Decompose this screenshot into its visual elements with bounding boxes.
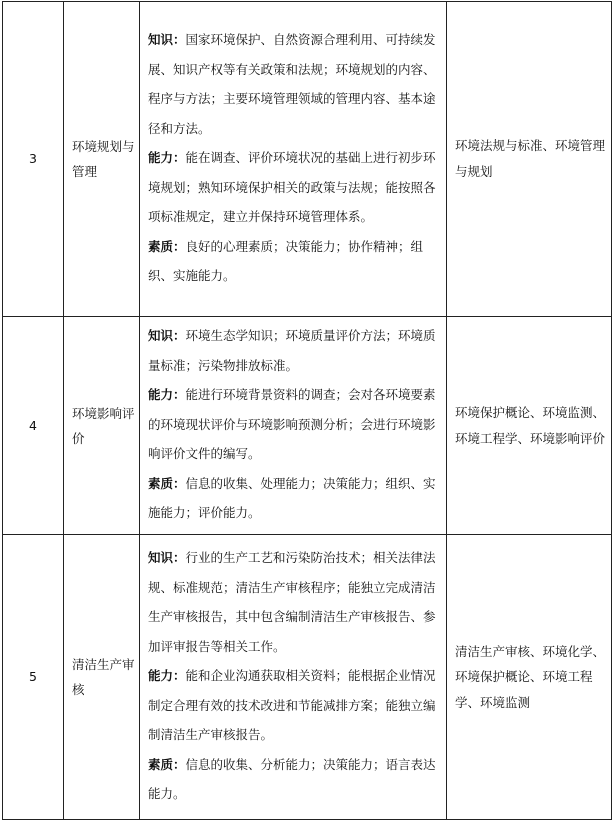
ability-label: 能力： [148,668,186,684]
course-name: 环境影响评价 [64,317,140,535]
knowledge-text: 国家环境保护、自然资源合理利用、可持续发展、知识产权等有关政策和法规；环境规划的内容、程序与方法；主要环境管理领域的管理内容、基本途径和方法。 [148,32,436,136]
knowledge-label: 知识： [148,32,186,48]
requirements-cell [140,535,447,820]
requirements-cell [140,2,447,317]
ability-entry [148,661,440,750]
requirements-cell [140,317,447,535]
curriculum-table [2,1,612,820]
knowledge-entry [148,543,440,661]
quality-text: 信息的收集、处理能力；决策能力；组织、实施能力；评价能力。 [148,475,436,521]
quality-label: 素质： [148,238,186,254]
knowledge-label: 知识： [148,328,186,344]
knowledge-text: 行业的生产工艺和污染防治技术；相关法律法规、标准规范；清洁生产审核程序；能独立完成清洁生产审核报告，其中包含编制清洁生产审核报告、参加评审报告等相关工作。 [148,550,436,654]
ability-label: 能力： [148,387,186,403]
ability-text: 能进行环境背景资料的调查；会对各环境要素的环境现状评价与环境影响预测分析；会进行环境影响评价文件的编写。 [148,387,436,462]
knowledge-label: 知识： [148,550,186,566]
related-courses: 环境法规与标准、环境管理与规划 [447,2,612,317]
quality-text: 良好的心理素质；决策能力；协作精神；组织、实施能力。 [148,238,424,284]
ability-label: 能力： [148,150,186,166]
knowledge-text: 环境生态学知识；环境质量评价方法；环境质量标准；污染物排放标准。 [148,328,436,373]
table-row [3,317,612,535]
quality-entry [148,469,440,528]
related-courses: 清洁生产审核、环境化学、环境保护概论、环境工程学、环境监测 [447,535,612,820]
knowledge-entry [148,321,440,380]
knowledge-entry [148,25,440,143]
table-row [3,535,612,820]
ability-entry [148,143,440,232]
row-number: 4 [3,317,64,535]
ability-entry [148,380,440,469]
ability-text: 能和企业沟通获取相关资料；能根据企业情况制定合理有效的技术改进和节能减排方案；能独立编制清洁生产审核报告。 [148,668,436,743]
ability-text: 能在调查、评价环境状况的基础上进行初步环境规划；熟知环境保护相关的政策与法规；能按照各项标准规定，建立并保持环境管理体系。 [148,150,436,225]
table-row [3,2,612,317]
quality-entry [148,750,440,809]
quality-text: 信息的收集、分析能力；决策能力；语言表达能力。 [148,756,436,802]
course-name: 环境规划与管理 [64,2,140,317]
related-courses: 环境保护概论、环境监测、环境工程学、环境影响评价 [447,317,612,535]
row-number: 3 [3,2,64,317]
row-number: 5 [3,535,64,820]
course-name: 清洁生产审核 [64,535,140,820]
quality-entry [148,232,440,291]
quality-label: 素质： [148,475,186,491]
quality-label: 素质： [148,756,186,772]
